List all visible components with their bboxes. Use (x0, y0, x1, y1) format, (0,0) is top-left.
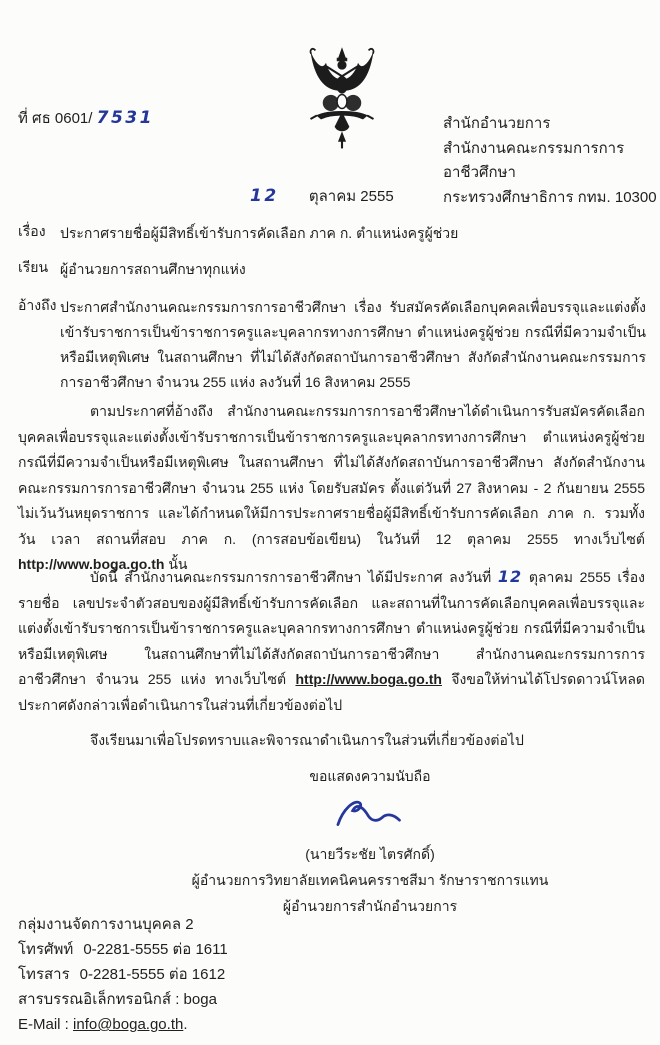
email-suffix: . (183, 1016, 188, 1033)
date-month-year: ตุลาคม 2555 (308, 188, 394, 205)
phone-label: โทรศัพท์ (18, 941, 74, 958)
fax-label: โทรสาร (18, 966, 70, 983)
reference-label: อ้างถึง (18, 297, 57, 313)
signature-block (120, 763, 620, 919)
fax-line (18, 962, 228, 987)
office-line-1: สำนักอำนวยการ (443, 115, 551, 132)
phone-number: 0-2281-5555 ต่อ 1611 (83, 941, 228, 958)
contact-footer (18, 912, 228, 1037)
paragraph2-text-mid: ตุลาคม 2555 เรื่อง รายชื่อ เลขประจำตัวสอบของผู้มีสิทธิ์เข้ารับการคัดเลือก และสถานที่ในการคัดเลือกบุคคลเพื่อบรรจุและแต่งตั้งเข้ารับราชการเป็นข้าราชการครูและบุคลากรทางการศึกษา ตำแหน่งครูผู้ช่วย กรณีที่มีความจำเป็นหรือมีเหตุพิเศษ ในสถานศึกษาที่ไม่ได้สังกัดสถาบันการอาชีวศึกษา สำนักงานคณะกรรมการการอาชีวศึกษา จำนวน 255 แห่ง ทางเว็บไซต์ (18, 569, 645, 687)
sign-off-phrase: ขอแสดงความนับถือ (309, 768, 431, 784)
subject-label: เรื่อง (18, 223, 46, 239)
paragraph2-text-end: จึงขอให้ท่านได้โปรดดาวน์โหลดประกาศดังกล่าวเพื่อดำเนินการในส่วนที่เกี่ยวข้องต่อไป (18, 671, 645, 713)
signer-title-2: ผู้อำนวยการสำนักอำนวยการ (282, 898, 458, 914)
e-document-line: สารบรรณอิเล็กทรอนิกส์ : boga (18, 991, 217, 1008)
addressee-text: ผู้อำนวยการสถานศึกษาทุกแห่ง (60, 261, 246, 277)
issuing-office-block (443, 112, 660, 210)
office-line-3: กระทรวงศึกษาธิการ กทม. 10300 (443, 188, 657, 206)
garuda-emblem-icon (300, 24, 384, 172)
handwritten-signature-icon (120, 789, 620, 841)
fax-number: 0-2281-5555 ต่อ 1612 (79, 966, 226, 983)
closing-line: จึงเรียนมาเพื่อโปรดทราบและพิจารณาดำเนินการในส่วนที่เกี่ยวข้องต่อไป (90, 732, 524, 748)
website-url-link[interactable]: http://www.boga.go.th (295, 671, 442, 687)
email-link[interactable]: info@boga.go.th (73, 1016, 184, 1033)
signer-title-1: ผู้อำนวยการวิทยาลัยเทคนิคนครราชสีมา รักษาราชการแทน (191, 872, 549, 888)
date-day-handwritten: 12 (250, 186, 279, 206)
reference-text: ประกาศสำนักงานคณะกรรมการการอาชีวศึกษา เรื่อง รับสมัครคัดเลือกบุคคลเพื่อบรรจุและแต่งตั้งเข้ารับราชการเป็นข้าราชการครูและบุคลากรทางการศึกษา ตำแหน่งครูผู้ช่วย กรณีที่มีความจำเป็นหรือมีเหตุพิเศษ ในสถานศึกษา ที่ไม่ได้สังกัดสถาบันการอาชีวศึกษา สังกัดสำนักงานคณะกรรมการการอาชีวศึกษา จำนวน 255 แห่ง ลงวันที่ 16 สิงหาคม 2555 (60, 299, 646, 390)
letter-date (250, 184, 394, 208)
subject-text: ประกาศรายชื่อผู้มีสิทธิ์เข้ารับการคัดเลือก ภาค ก. ตำแหน่งครูผู้ช่วย (60, 225, 459, 241)
email-label: E-Mail : (18, 1016, 74, 1033)
addressee-label: เรียน (18, 259, 49, 275)
document-number-label: ที่ ศธ 0601/ (18, 110, 93, 127)
department-line: กลุ่มงานจัดการงานบุคคล 2 (18, 916, 194, 933)
paragraph1-text-end: นั้น (164, 556, 188, 572)
paragraph1-text: ตามประกาศที่อ้างถึง สำนักงานคณะกรรมการการอาชีวศึกษาได้ดำเนินการรับสมัครคัดเลือกบุคคลเพื่อบรรจุและแต่งตั้งเข้ารับราชการเป็นข้าราชการครูและบุคลากรทางการศึกษา ตำแหน่งครูผู้ช่วย กรณีที่มีความจำเป็นหรือมีเหตุพิเศษ ในสถานศึกษา ที่ไม่ได้สังกัดสถาบันการอาชีวศึกษา สังกัดสำนักงานคณะกรรมการการอาชีวศึกษา จำนวน 255 แห่ง โดยรับสมัคร ตั้งแต่วันที่ 27 สิงหาคม - 2 กันยายน 2555 ไม่เว้นวันหยุดราชการ และได้กำหนดให้มีการประกาศรายชื่อผู้มีสิทธิ์เข้ารับการคัดเลือก ภาค ก. รวมทั้ง วัน เวลา สถานที่สอบ ภาค ก. (การสอบข้อเขียน) ในวันที่ 12 ตุลาคม 2555 ทางเว็บไซต์ (18, 403, 645, 547)
body-paragraph-1 (18, 399, 645, 578)
paragraph2-text: บัดนี้ สำนักงานคณะกรรมการการอาชีวศึกษา ได้มีประกาศ ลงวันที่ (90, 569, 498, 585)
paragraph2-day-handwritten: 12 (497, 567, 523, 586)
body-paragraph-2 (18, 564, 645, 718)
email-line (18, 1012, 228, 1037)
document-number (18, 106, 154, 130)
website-url-text: http://www.boga.go.th (18, 556, 165, 572)
signer-name: (นายวีระชัย ไตรศักดิ์) (305, 846, 435, 862)
document-number-handwritten: 7531 (96, 108, 154, 128)
office-line-2: สำนักงานคณะกรรมการการอาชีวศึกษา (443, 139, 625, 181)
phone-line (18, 937, 228, 962)
